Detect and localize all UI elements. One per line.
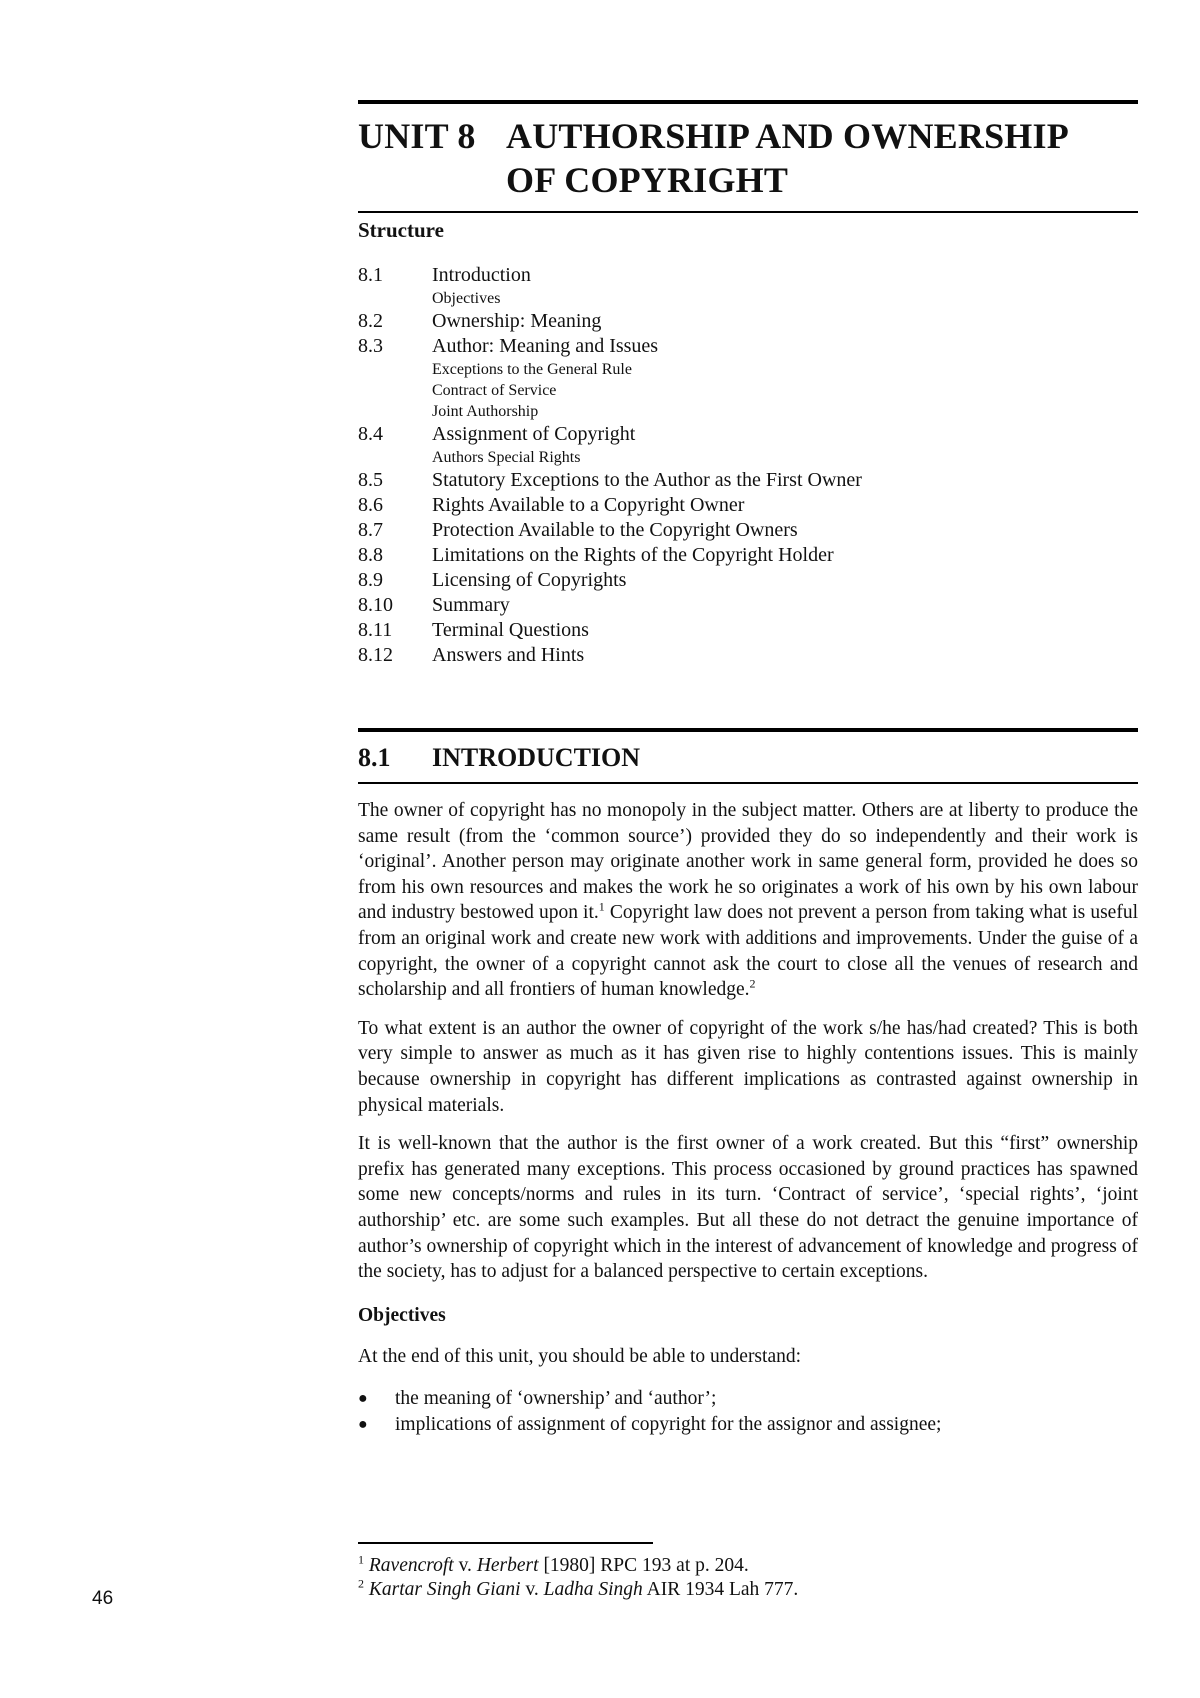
section-number: 8.1 (358, 743, 391, 772)
structure-item (358, 468, 1138, 493)
structure-item-label: Introduction (432, 264, 531, 286)
intro-paragraph-2: To what extent is an author the owner of copyright of the work s/he has/had created? This is both very simple to answer as much as it has given rise to highly contentions issues. This is mainly because ownership in copyright has different implications as contrasted against ownership in physical materials. (358, 1017, 1138, 1116)
objectives-lead: At the end of this unit, you should be able to understand: (358, 1346, 802, 1368)
footnote-ref-1[interactable]: 1 (598, 899, 605, 914)
structure-item (358, 493, 1138, 518)
structure-item (358, 518, 1138, 543)
title-bottom-rule (358, 211, 1138, 213)
intro-section-header (358, 728, 1138, 784)
structure-subitem: Objectives (432, 290, 501, 307)
structure-list (358, 263, 1138, 668)
intro-body (358, 798, 1138, 1438)
unit-title (358, 114, 1138, 158)
structure-subitem: Joint Authorship (432, 403, 539, 420)
structure-item-label: Assignment of Copyright (432, 423, 636, 445)
section-heading (358, 732, 1138, 782)
unit-title-block (358, 100, 1138, 213)
structure-item (358, 309, 1138, 334)
bullet-icon: ● (358, 1389, 368, 1407)
footnote-mark: 2 (358, 1576, 364, 1591)
structure-item-label: Licensing of Copyrights (432, 569, 627, 591)
paragraph-text: Copyright law does not prevent a person from taking what is useful from an original work and create new work with additions and improvements. Under the guise of a copyright, the owner of a copyright cannot ask the court to close all the venues of research and scholarship and all frontiers of human knowledge. (358, 902, 1138, 1001)
footnote-2 (358, 1578, 1138, 1602)
structure-item (358, 568, 1138, 593)
structure-item-number: 8.12 (358, 644, 393, 666)
objectives-list (358, 1386, 1138, 1438)
case-party: Herbert (476, 1555, 539, 1576)
intro-paragraph-1 (358, 798, 1138, 1003)
footnotes (358, 1542, 1138, 1602)
structure-item (358, 422, 1138, 447)
footnote-mark: 1 (358, 1552, 364, 1567)
unit-title-second-row (358, 158, 1138, 202)
case-party: Kartar Singh Giani (368, 1579, 521, 1600)
structure-item-label: Protection Available to the Copyright Owners (432, 519, 798, 541)
structure-item-label: Statutory Exceptions to the Author as the First Owner (432, 469, 862, 491)
section-bottom-rule (358, 782, 1138, 784)
list-item-text: the meaning of ‘ownership’ and ‘author’; (395, 1387, 717, 1409)
case-party: Ravencroft (368, 1555, 454, 1576)
unit-label: UNIT 8 (358, 116, 476, 156)
structure-item-number: 8.5 (358, 469, 383, 491)
structure-item (358, 593, 1138, 618)
structure-item-label: Answers and Hints (432, 644, 585, 666)
versus: v. (453, 1555, 477, 1576)
structure-item-label: Ownership: Meaning (432, 310, 602, 332)
structure-item-label: Limitations on the Rights of the Copyright Holder (432, 544, 834, 566)
structure-item-number: 8.7 (358, 519, 383, 541)
structure-heading: Structure (358, 218, 444, 242)
structure-subitem: Exceptions to the General Rule (432, 361, 632, 378)
footnote-1 (358, 1554, 1138, 1578)
structure-item-number: 8.1 (358, 264, 383, 286)
structure-item-number: 8.9 (358, 569, 383, 591)
structure-item-number: 8.6 (358, 494, 383, 516)
list-item (358, 1412, 1138, 1438)
structure-item-label: Terminal Questions (432, 619, 589, 641)
unit-title-line-1: AUTHORSHIP AND OWNERSHIP (506, 116, 1069, 156)
structure-item-number: 8.3 (358, 335, 383, 357)
structure-item (358, 263, 1138, 288)
list-item-text: implications of assignment of copyright for the assignor and assignee; (395, 1413, 942, 1435)
footnote-rule (358, 1542, 653, 1544)
versus: v. (520, 1579, 544, 1600)
structure-item (358, 618, 1138, 643)
footnote-ref-2[interactable]: 2 (749, 976, 756, 991)
structure-subitem: Contract of Service (432, 382, 557, 399)
structure-item-label: Summary (432, 594, 510, 616)
case-party: Ladha Singh (543, 1579, 643, 1600)
paragraph-text: The owner of copyright has no monopoly in the subject matter. Others are at liberty to produce the same result (from the ‘common source’) provided they do so independently and their work is ‘original’. Another person may originate another work in same general form, provided he does so from his own resources and makes the work he so originates a work of his own by his own labour and industry bestowed upon it. (358, 800, 1138, 924)
structure-item-label: Author: Meaning and Issues (432, 335, 659, 357)
citation: [1980] RPC 193 at p. 204. (538, 1555, 749, 1576)
structure-section (358, 218, 1138, 668)
structure-item-number: 8.10 (358, 594, 393, 616)
page-number: 46 (92, 1588, 114, 1609)
structure-item (358, 543, 1138, 568)
intro-paragraph-3: It is well-known that the author is the first owner of a work created. But this “first” ownership prefix has generated many exceptions. This process occasioned by ground practices has spawned some new concepts/norms and rules in its turn. ‘Contract of service’, ‘special rights’, ‘joint authorship’ etc. are some such examples. But all these do not detract the genuine importance of author’s ownership of copyright which in the interest of advancement of knowledge and progress of the society, has to adjust for a balanced perspective to certain exceptions. (358, 1133, 1138, 1283)
structure-item (358, 643, 1138, 668)
objectives-heading: Objectives (358, 1304, 446, 1326)
section-title: INTRODUCTION (432, 743, 641, 772)
bullet-icon: ● (358, 1415, 368, 1433)
unit-title-line-2: OF COPYRIGHT (506, 160, 789, 200)
citation: AIR 1934 Lah 777. (642, 1579, 799, 1600)
structure-item-number: 8.4 (358, 423, 383, 445)
structure-item (358, 334, 1138, 359)
structure-item-number: 8.11 (358, 619, 393, 641)
structure-item-label: Rights Available to a Copyright Owner (432, 494, 745, 516)
list-item (358, 1386, 1138, 1412)
structure-item-number: 8.2 (358, 310, 383, 332)
structure-item-number: 8.8 (358, 544, 383, 566)
structure-subitem: Authors Special Rights (432, 449, 581, 466)
